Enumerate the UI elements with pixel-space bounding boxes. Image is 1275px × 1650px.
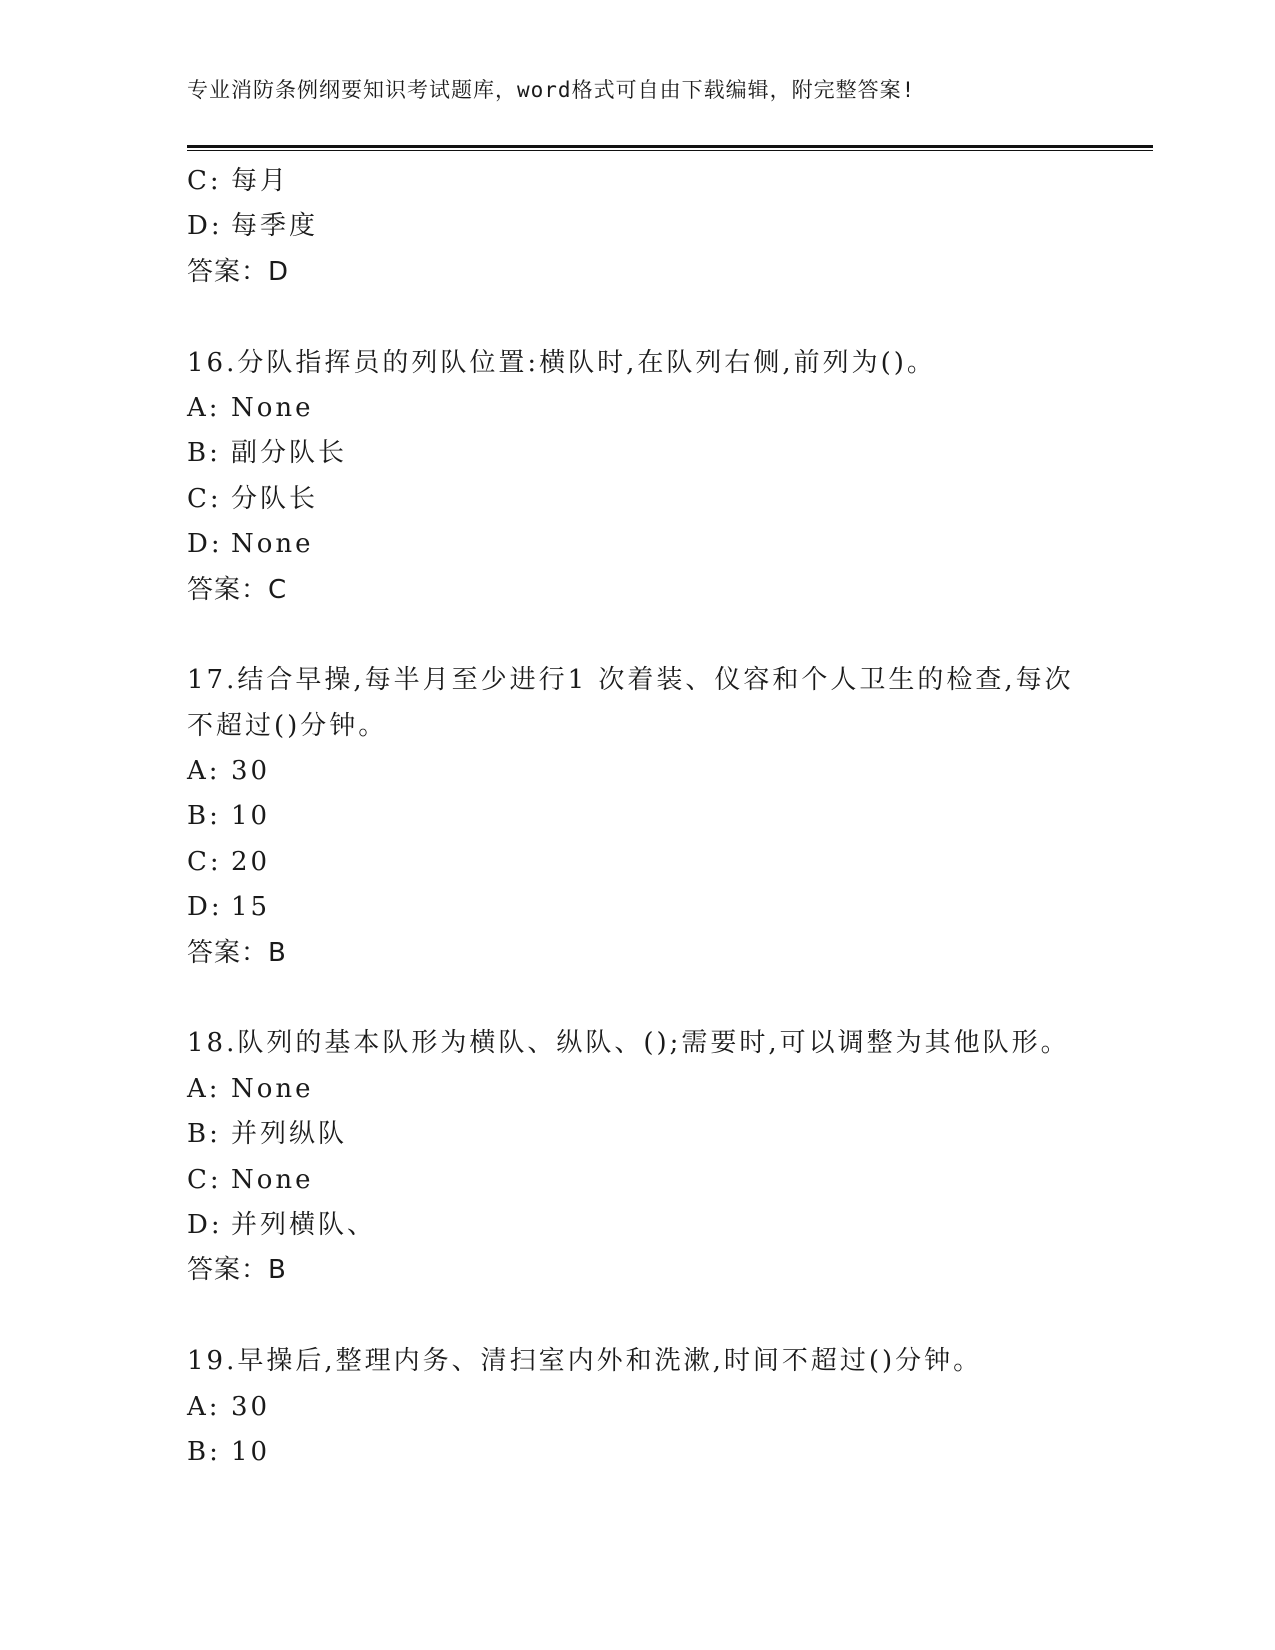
option-letter: C: [187, 483, 222, 514]
question-stem-line-2: 不超过()分钟。 [187, 710, 388, 741]
option-letter: B: [187, 1436, 221, 1467]
option-text: 10 [231, 801, 271, 832]
option-a [187, 1067, 1087, 1112]
question-stem: 19.早操后,整理内务、清扫室内外和洗漱,时间不超过()分钟。 [187, 1346, 983, 1377]
option-letter: B: [187, 1119, 221, 1150]
option-letter: D: [187, 1209, 223, 1240]
option-b [187, 431, 1087, 476]
answer-line: 答案：B [187, 937, 287, 968]
option-text: 15 [231, 892, 271, 923]
option-c [187, 1158, 1087, 1203]
option-letter: A: [187, 1073, 221, 1104]
option-text: 30 [231, 756, 271, 787]
option-c [187, 477, 1087, 522]
option-text: None [231, 529, 314, 560]
option-text: 20 [231, 846, 271, 877]
option-b [187, 794, 1087, 839]
option-letter: D: [187, 211, 223, 242]
option-c [187, 840, 1087, 885]
option-a [187, 749, 1087, 794]
question-stem: 18.队列的基本队形为横队、纵队、();需要时,可以调整为其他队形。 [187, 1028, 1070, 1059]
option-letter: B: [187, 801, 221, 832]
option-text: 并列横队、 [231, 1209, 377, 1240]
question-stem: 16.分队指挥员的列队位置:横队时,在队列右侧,前列为()。 [187, 347, 936, 378]
spacer [187, 1294, 1087, 1339]
spacer [187, 295, 1087, 340]
option-letter: C: [187, 166, 222, 196]
option-letter: C: [187, 846, 222, 877]
option-letter: A: [187, 392, 221, 423]
option-c [187, 159, 1087, 204]
option-text: 分队长 [231, 483, 319, 514]
option-letter: B: [187, 438, 221, 469]
answer-line: 答案：B [187, 1255, 287, 1286]
header-rule-thin [187, 150, 1153, 151]
option-letter: C: [187, 1164, 222, 1195]
option-letter: D: [187, 529, 223, 560]
option-b [187, 1112, 1087, 1157]
question-stem-line-1: 17.结合早操,每半月至少进行1 次着装、仪容和个人卫生的检查,每次 [187, 665, 1074, 696]
question-list [187, 159, 1087, 1475]
option-letter: A: [187, 1391, 221, 1422]
option-text: 并列纵队 [231, 1119, 348, 1150]
option-text: 每月 [231, 166, 290, 196]
option-letter: A: [187, 756, 221, 787]
option-text: None [231, 1164, 314, 1195]
option-a [187, 386, 1087, 431]
option-a [187, 1385, 1087, 1430]
option-text: 30 [231, 1391, 271, 1422]
option-d [187, 885, 1087, 930]
option-letter: D: [187, 892, 223, 923]
page-header-title: 专业消防条例纲要知识考试题库，word格式可自由下载编辑，附完整答案! [187, 78, 916, 102]
answer-line: 答案：C [187, 574, 288, 605]
option-d [187, 522, 1087, 567]
option-b [187, 1430, 1087, 1475]
spacer [187, 613, 1087, 658]
option-text: 10 [231, 1436, 271, 1467]
option-text: 副分队长 [231, 438, 348, 469]
option-text: 每季度 [231, 211, 319, 242]
answer-line: 答案：D [187, 256, 290, 287]
spacer [187, 976, 1087, 1021]
option-text: None [231, 392, 314, 423]
option-d [187, 1203, 1087, 1248]
option-d [187, 204, 1087, 249]
header-rule-thick [187, 145, 1153, 148]
option-text: None [231, 1073, 314, 1104]
